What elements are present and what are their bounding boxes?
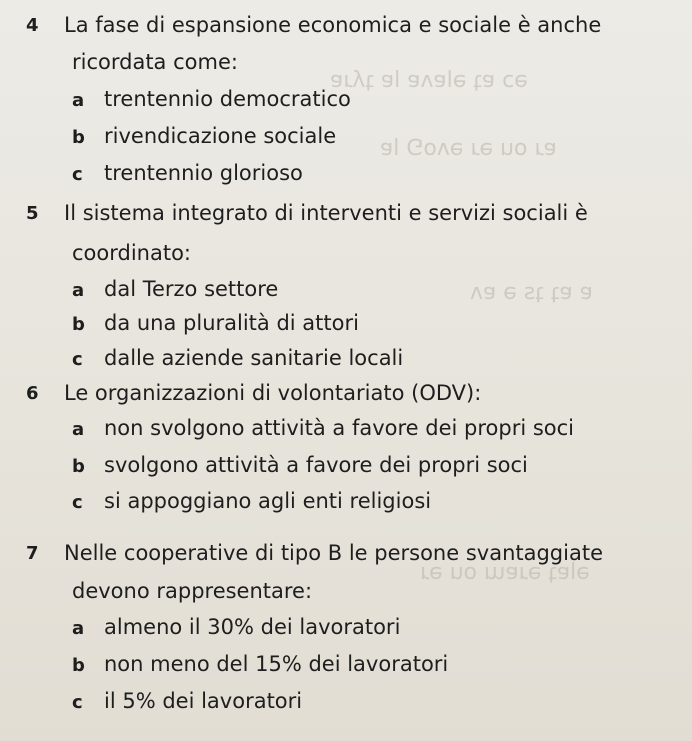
- option-letter: c: [72, 349, 83, 370]
- bleed-through-texture: ǝɔ ɐʇ ǝlɐʌɐ lɐ ʇʎɹɐ: [330, 68, 528, 93]
- question-text: Nelle cooperative di tipo B le persone svantaggiate: [64, 541, 603, 565]
- option-letter: b: [72, 456, 85, 477]
- option-a[interactable]: [72, 86, 351, 114]
- option-letter: c: [72, 164, 83, 185]
- bleed-through-texture: ǝlɐʇ ǝɹɐɯ ou ǝɹ: [420, 560, 590, 585]
- option-text: svolgono attività a favore dei propri soci: [104, 453, 528, 477]
- option-a[interactable]: [72, 415, 574, 443]
- option-text: trentennio democratico: [104, 87, 351, 111]
- option-text: almeno il 30% dei lavoratori: [104, 615, 401, 639]
- option-b[interactable]: [72, 310, 359, 338]
- option-b[interactable]: [72, 452, 528, 480]
- question-number: 4: [26, 15, 39, 36]
- option-letter: c: [72, 492, 83, 513]
- question-text: La fase di espansione economica e sociale è anche: [64, 13, 602, 37]
- option-a[interactable]: [72, 614, 400, 642]
- option-a[interactable]: [72, 276, 278, 304]
- option-c[interactable]: [72, 488, 431, 516]
- question-text-continued: coordinato:: [72, 241, 192, 265]
- option-b[interactable]: [72, 123, 336, 151]
- option-text: si appoggiano agli enti religiosi: [104, 489, 432, 513]
- option-text: non meno del 15% dei lavoratori: [104, 652, 449, 676]
- option-c[interactable]: [72, 688, 302, 716]
- question-number: 7: [26, 543, 39, 564]
- option-b[interactable]: [72, 651, 448, 679]
- bleed-through-texture: ɐɹ ou ǝɹ ǝʌo⅁ lɐ: [380, 136, 557, 161]
- option-text: da una pluralità di attori: [104, 311, 359, 335]
- option-letter: b: [72, 655, 85, 676]
- option-c[interactable]: [72, 345, 403, 373]
- option-text: non svolgono attività a favore dei propri soci: [104, 416, 575, 440]
- option-text: rivendicazione sociale: [104, 124, 337, 148]
- question-text-continued: devono rappresentare:: [72, 579, 313, 603]
- option-letter: b: [72, 127, 85, 148]
- option-c[interactable]: [72, 160, 303, 188]
- option-text: dalle aziende sanitarie locali: [104, 346, 404, 370]
- option-text: dal Terzo settore: [104, 277, 279, 301]
- question-number: 6: [26, 383, 39, 404]
- option-letter: c: [72, 692, 83, 713]
- question-text-continued: ricordata come:: [72, 50, 238, 74]
- question-text: Il sistema integrato di interventi e servizi sociali è: [64, 201, 588, 225]
- question-number: 5: [26, 203, 39, 224]
- option-letter: a: [72, 280, 85, 301]
- option-letter: a: [72, 90, 85, 111]
- bleed-through-texture: ɐ ɐʇ ʇs ǝ ɐʌ: [470, 280, 593, 305]
- option-text: il 5% dei lavoratori: [104, 689, 303, 713]
- option-letter: b: [72, 314, 85, 335]
- option-text: trentennio glorioso: [104, 161, 303, 185]
- question-text: Le organizzazioni di volontariato (ODV):: [64, 381, 482, 405]
- option-letter: a: [72, 419, 85, 440]
- option-letter: a: [72, 618, 85, 639]
